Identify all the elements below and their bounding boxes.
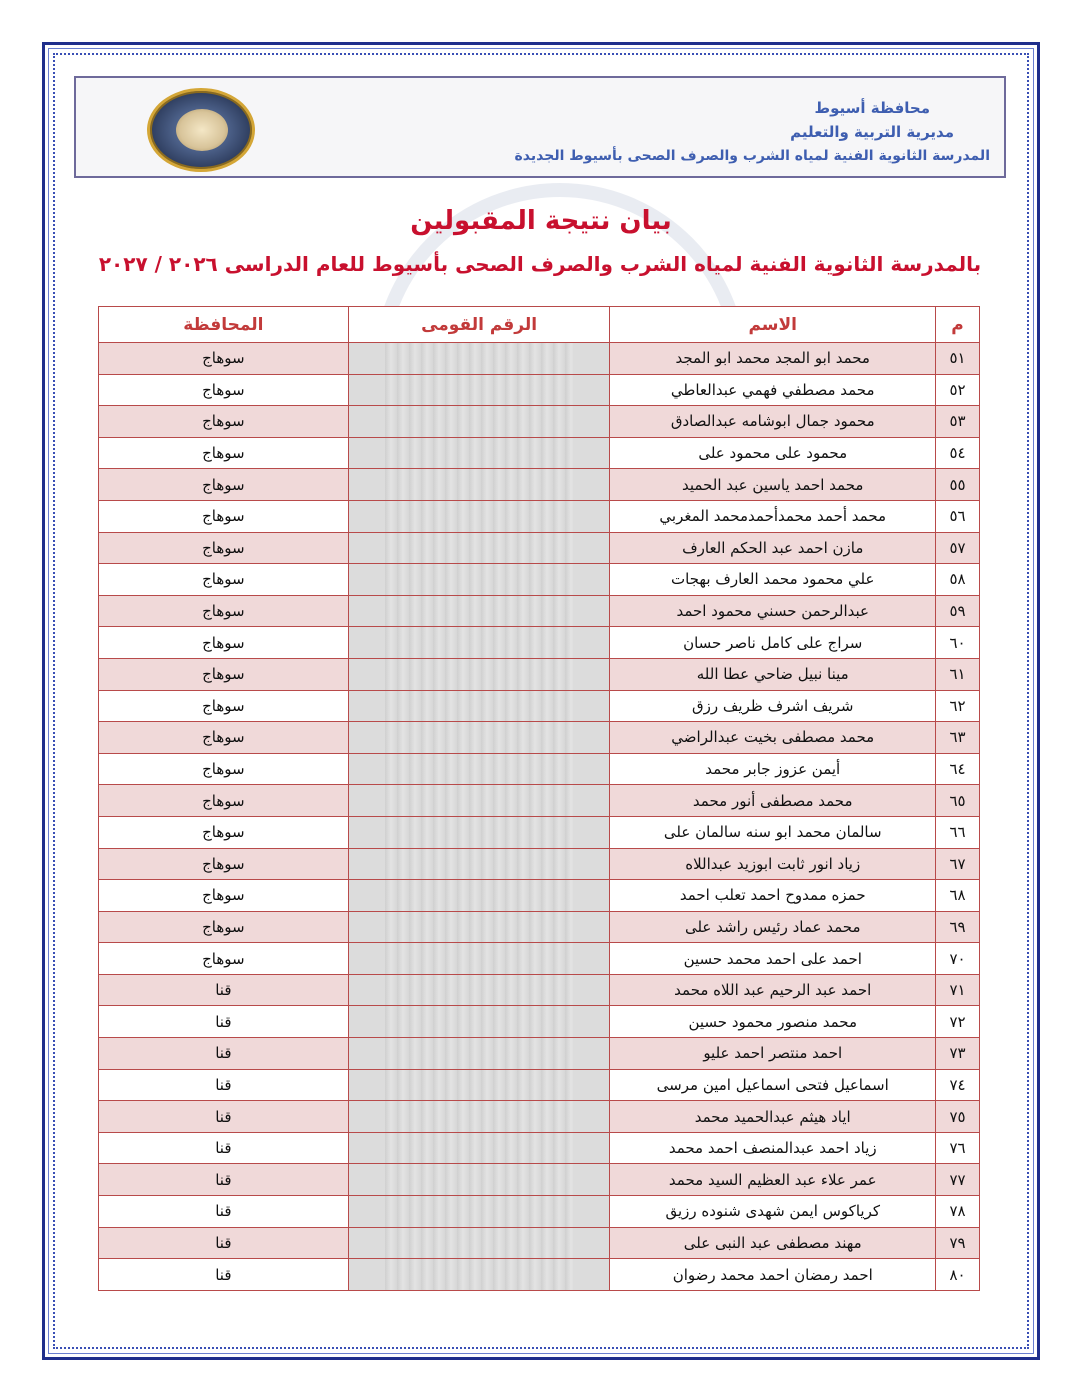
table-row bbox=[99, 374, 980, 406]
table-row bbox=[99, 1006, 980, 1038]
student-name: سالمان محمد ابو سنه سالمان على bbox=[610, 816, 936, 848]
row-number: ٧٤ bbox=[936, 1069, 980, 1101]
national-id-redacted bbox=[348, 627, 610, 659]
national-id-redacted bbox=[348, 943, 610, 975]
national-id-redacted bbox=[348, 974, 610, 1006]
table-row bbox=[99, 690, 980, 722]
table-row bbox=[99, 1259, 980, 1291]
redaction-blur bbox=[385, 943, 574, 974]
student-name: عبدالرحمن حسني محمود احمد bbox=[610, 595, 936, 627]
table-row bbox=[99, 1227, 980, 1259]
national-id-redacted bbox=[348, 1038, 610, 1070]
redaction-blur bbox=[385, 817, 574, 848]
governorate: قنا bbox=[99, 1038, 349, 1070]
table-row bbox=[99, 848, 980, 880]
table-row bbox=[99, 437, 980, 469]
governorate: سوهاج bbox=[99, 785, 349, 817]
row-number: ٥٥ bbox=[936, 469, 980, 501]
redaction-blur bbox=[385, 1228, 574, 1259]
student-name: محمود جمال ابوشامه عبدالصادق bbox=[610, 406, 936, 438]
redaction-blur bbox=[385, 564, 574, 595]
governorate: سوهاج bbox=[99, 880, 349, 912]
student-name: محمد عماد رئيس راشد على bbox=[610, 911, 936, 943]
student-name: محمد أحمد محمدأحمدمحمد المغربي bbox=[610, 500, 936, 532]
governorate: قنا bbox=[99, 974, 349, 1006]
national-id-redacted bbox=[348, 500, 610, 532]
redaction-blur bbox=[385, 501, 574, 532]
national-id-redacted bbox=[348, 1196, 610, 1228]
row-number: ٦٢ bbox=[936, 690, 980, 722]
student-name: زياد انور ثابت ابوزيد عبداللاه bbox=[610, 848, 936, 880]
redaction-blur bbox=[385, 375, 574, 406]
national-id-redacted bbox=[348, 1132, 610, 1164]
governorate: سوهاج bbox=[99, 343, 349, 375]
school-logo bbox=[147, 88, 255, 172]
row-number: ٧٢ bbox=[936, 1006, 980, 1038]
student-name: اياد هيثم عبدالحميد محمد bbox=[610, 1101, 936, 1133]
redaction-blur bbox=[385, 849, 574, 880]
governorate: سوهاج bbox=[99, 690, 349, 722]
student-name: مينا نبيل ضاحي عطا الله bbox=[610, 658, 936, 690]
student-name: حمزه ممدوح احمد تعلب احمد bbox=[610, 880, 936, 912]
student-name: محمود على محمود على bbox=[610, 437, 936, 469]
governorate: سوهاج bbox=[99, 406, 349, 438]
table-row bbox=[99, 943, 980, 975]
redaction-blur bbox=[385, 406, 574, 437]
row-number: ٥٩ bbox=[936, 595, 980, 627]
governorate: سوهاج bbox=[99, 911, 349, 943]
header-governorate: المحافظة bbox=[99, 307, 349, 343]
student-name: محمد مصطفى بخيت عبدالراضي bbox=[610, 722, 936, 754]
row-number: ٥٤ bbox=[936, 437, 980, 469]
student-name: احمد رمضان احمد محمد رضوان bbox=[610, 1259, 936, 1291]
table-row bbox=[99, 595, 980, 627]
redaction-blur bbox=[385, 880, 574, 911]
letterhead-text bbox=[515, 96, 990, 168]
governorate-line: محافظة أسيوط bbox=[814, 99, 930, 117]
table-row bbox=[99, 785, 980, 817]
redaction-blur bbox=[385, 722, 574, 753]
national-id-redacted bbox=[348, 343, 610, 375]
table-row bbox=[99, 911, 980, 943]
redaction-blur bbox=[385, 975, 574, 1006]
national-id-redacted bbox=[348, 564, 610, 596]
governorate: سوهاج bbox=[99, 500, 349, 532]
governorate: قنا bbox=[99, 1132, 349, 1164]
national-id-redacted bbox=[348, 880, 610, 912]
table-row bbox=[99, 469, 980, 501]
table-row bbox=[99, 343, 980, 375]
row-number: ٦٠ bbox=[936, 627, 980, 659]
redaction-blur bbox=[385, 469, 574, 500]
student-name: محمد منصور محمود حسين bbox=[610, 1006, 936, 1038]
row-number: ٦٨ bbox=[936, 880, 980, 912]
header-name: الاسم bbox=[610, 307, 936, 343]
national-id-redacted bbox=[348, 1164, 610, 1196]
table-row bbox=[99, 722, 980, 754]
national-id-redacted bbox=[348, 1069, 610, 1101]
redaction-blur bbox=[385, 1196, 574, 1227]
row-number: ٥٦ bbox=[936, 500, 980, 532]
table-row bbox=[99, 658, 980, 690]
document-subtitle: بالمدرسة الثانوية الفنية لمياه الشرب والصرف الصحى بأسيوط للعام الدراسى ٢٠٢٦ / ٢٠٢٧ bbox=[98, 252, 982, 276]
governorate: سوهاج bbox=[99, 595, 349, 627]
national-id-redacted bbox=[348, 406, 610, 438]
student-name: زياد احمد عبدالمنصف احمد محمد bbox=[610, 1132, 936, 1164]
governorate: سوهاج bbox=[99, 469, 349, 501]
national-id-redacted bbox=[348, 1227, 610, 1259]
redaction-blur bbox=[385, 659, 574, 690]
national-id-redacted bbox=[348, 848, 610, 880]
row-number: ٧٠ bbox=[936, 943, 980, 975]
student-name: أيمن عزوز جابر محمد bbox=[610, 753, 936, 785]
student-name: سراج على كامل ناصر حسان bbox=[610, 627, 936, 659]
student-name: احمد عبد الرحيم عبد اللاه محمد bbox=[610, 974, 936, 1006]
national-id-redacted bbox=[348, 690, 610, 722]
national-id-redacted bbox=[348, 816, 610, 848]
student-name: علي محمود محمد العارف بهجات bbox=[610, 564, 936, 596]
governorate: قنا bbox=[99, 1006, 349, 1038]
national-id-redacted bbox=[348, 374, 610, 406]
row-number: ٧٣ bbox=[936, 1038, 980, 1070]
national-id-redacted bbox=[348, 911, 610, 943]
row-number: ٦٣ bbox=[936, 722, 980, 754]
redaction-blur bbox=[385, 912, 574, 943]
governorate: سوهاج bbox=[99, 564, 349, 596]
table-row bbox=[99, 1196, 980, 1228]
table-row bbox=[99, 406, 980, 438]
redaction-blur bbox=[385, 1259, 574, 1290]
national-id-redacted bbox=[348, 785, 610, 817]
governorate: سوهاج bbox=[99, 753, 349, 785]
governorate: سوهاج bbox=[99, 532, 349, 564]
table-row bbox=[99, 532, 980, 564]
redaction-blur bbox=[385, 1164, 574, 1195]
national-id-redacted bbox=[348, 437, 610, 469]
table-row bbox=[99, 816, 980, 848]
row-number: ٦٤ bbox=[936, 753, 980, 785]
governorate: سوهاج bbox=[99, 627, 349, 659]
national-id-redacted bbox=[348, 532, 610, 564]
student-name: اسماعيل فتحى اسماعيل امين مرسى bbox=[610, 1069, 936, 1101]
national-id-redacted bbox=[348, 722, 610, 754]
header-num: م bbox=[936, 307, 980, 343]
redaction-blur bbox=[385, 1038, 574, 1069]
row-number: ٥٨ bbox=[936, 564, 980, 596]
national-id-redacted bbox=[348, 1259, 610, 1291]
row-number: ٧٨ bbox=[936, 1196, 980, 1228]
student-name: احمد على احمد محمد حسين bbox=[610, 943, 936, 975]
redaction-blur bbox=[385, 627, 574, 658]
table-header-row bbox=[99, 307, 980, 343]
governorate: سوهاج bbox=[99, 658, 349, 690]
governorate: قنا bbox=[99, 1164, 349, 1196]
document-title: بيان نتيجة المقبولين bbox=[410, 206, 672, 236]
redaction-blur bbox=[385, 785, 574, 816]
redaction-blur bbox=[385, 1133, 574, 1164]
student-name: محمد مصطفى أنور محمد bbox=[610, 785, 936, 817]
redaction-blur bbox=[385, 1101, 574, 1132]
table-row bbox=[99, 1164, 980, 1196]
school-logo-emblem bbox=[176, 109, 228, 151]
row-number: ٦٧ bbox=[936, 848, 980, 880]
directorate-line: مديرية التربية والتعليم bbox=[790, 123, 954, 141]
national-id-redacted bbox=[348, 658, 610, 690]
row-number: ٦٩ bbox=[936, 911, 980, 943]
table-row bbox=[99, 1069, 980, 1101]
student-name: محمد مصطفي فهمي عبدالعاطي bbox=[610, 374, 936, 406]
national-id-redacted bbox=[348, 1006, 610, 1038]
student-name: احمد منتصر احمد عليو bbox=[610, 1038, 936, 1070]
header-national-id: الرقم القومى bbox=[348, 307, 610, 343]
table-row bbox=[99, 880, 980, 912]
table-row bbox=[99, 974, 980, 1006]
national-id-redacted bbox=[348, 469, 610, 501]
national-id-redacted bbox=[348, 753, 610, 785]
row-number: ٥٧ bbox=[936, 532, 980, 564]
row-number: ٥١ bbox=[936, 343, 980, 375]
redaction-blur bbox=[385, 1070, 574, 1101]
row-number: ٥٢ bbox=[936, 374, 980, 406]
row-number: ٧٩ bbox=[936, 1227, 980, 1259]
row-number: ٦٥ bbox=[936, 785, 980, 817]
table-row bbox=[99, 1132, 980, 1164]
redaction-blur bbox=[385, 754, 574, 785]
governorate: سوهاج bbox=[99, 722, 349, 754]
student-name: كرياكوس ايمن شهدى شنوده رزيق bbox=[610, 1196, 936, 1228]
governorate: سوهاج bbox=[99, 374, 349, 406]
governorate: قنا bbox=[99, 1259, 349, 1291]
student-name: محمد ابو المجد محمد ابو المجد bbox=[610, 343, 936, 375]
row-number: ٧٧ bbox=[936, 1164, 980, 1196]
student-name: شريف اشرف ظريف رزق bbox=[610, 690, 936, 722]
redaction-blur bbox=[385, 533, 574, 564]
student-name: عمر علاء عبد العظيم السيد محمد bbox=[610, 1164, 936, 1196]
row-number: ٥٣ bbox=[936, 406, 980, 438]
table-row bbox=[99, 1101, 980, 1133]
student-name: مهند مصطفى عبد النبى على bbox=[610, 1227, 936, 1259]
redaction-blur bbox=[385, 691, 574, 722]
table-row bbox=[99, 564, 980, 596]
row-number: ٧٦ bbox=[936, 1132, 980, 1164]
table-row bbox=[99, 1038, 980, 1070]
governorate: سوهاج bbox=[99, 848, 349, 880]
governorate: قنا bbox=[99, 1227, 349, 1259]
redaction-blur bbox=[385, 343, 574, 374]
row-number: ٦٦ bbox=[936, 816, 980, 848]
governorate: سوهاج bbox=[99, 816, 349, 848]
results-table bbox=[98, 306, 980, 1291]
governorate: قنا bbox=[99, 1101, 349, 1133]
redaction-blur bbox=[385, 1006, 574, 1037]
governorate: سوهاج bbox=[99, 437, 349, 469]
national-id-redacted bbox=[348, 1101, 610, 1133]
redaction-blur bbox=[385, 438, 574, 469]
row-number: ٦١ bbox=[936, 658, 980, 690]
row-number: ٧٥ bbox=[936, 1101, 980, 1133]
school-name-line: المدرسة الثانوية الفنية لمياه الشرب والصرف الصحى بأسيوط الجديدة bbox=[514, 148, 990, 164]
governorate: قنا bbox=[99, 1069, 349, 1101]
table-row bbox=[99, 753, 980, 785]
student-name: مازن احمد عبد الحكم العارف bbox=[610, 532, 936, 564]
redaction-blur bbox=[385, 596, 574, 627]
table-row bbox=[99, 627, 980, 659]
governorate: قنا bbox=[99, 1196, 349, 1228]
row-number: ٨٠ bbox=[936, 1259, 980, 1291]
student-name: محمد احمد ياسين عبد الحميد bbox=[610, 469, 936, 501]
table-row bbox=[99, 500, 980, 532]
row-number: ٧١ bbox=[936, 974, 980, 1006]
governorate: سوهاج bbox=[99, 943, 349, 975]
national-id-redacted bbox=[348, 595, 610, 627]
